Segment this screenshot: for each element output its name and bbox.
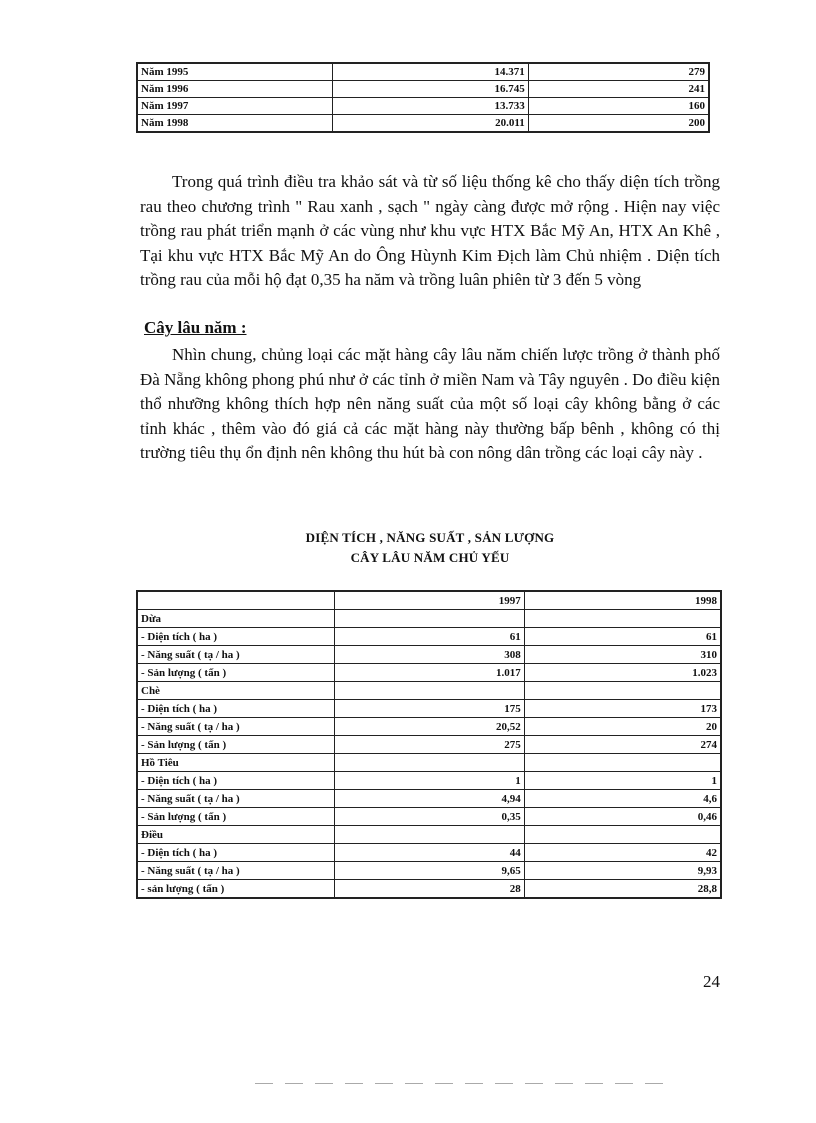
table-row [137,628,721,646]
table-row [137,98,709,115]
group-name: Điều [137,826,334,844]
value-1997: 44 [334,844,524,862]
row-value-area: 16.745 [332,81,528,98]
row-label: - Sản lượng ( tấn ) [137,808,334,826]
row-label: - Sản lượng ( tấn ) [137,664,334,682]
table-row [137,772,721,790]
group-row [137,754,721,772]
table-row [137,862,721,880]
paragraph-vegetables [140,170,720,293]
table-row [137,664,721,682]
row-label: - Diện tích ( ha ) [137,772,334,790]
value-1998: 310 [524,646,721,664]
row-value-count: 160 [528,98,709,115]
row-label: Năm 1995 [137,63,332,81]
row-value-count: 200 [528,115,709,133]
table-row [137,646,721,664]
value-1998: 28,8 [524,880,721,899]
row-label: - Sản lượng ( tấn ) [137,736,334,754]
value-1997: 0,35 [334,808,524,826]
row-label: - Năng suất ( tạ / ha ) [137,646,334,664]
value-1997: 61 [334,628,524,646]
paragraph-text: Trong quá trình điều tra khảo sát và từ số liệu thống kê cho thấy diện tích trồng rau theo chương trình " Rau xanh , sạch " ngày càng được mở rộng . Hiện nay việc trồng rau phát triển mạnh ở các vùng như khu vực HTX Bắc Mỹ An, HTX An Khê , Tại khu vực HTX Bắc Mỹ An do Ông Hùynh Kim Địch làm Chủ nhiệm . Diện tích trồng rau của mỗi hộ đạt 0,35 ha năm và trồng luân phiên từ 3 đến 5 vòng [140,172,720,290]
row-value-count: 241 [528,81,709,98]
table-row [137,808,721,826]
value-1997: 9,65 [334,862,524,880]
value-1998: 173 [524,700,721,718]
row-label: - Năng suất ( tạ / ha ) [137,862,334,880]
value-1998: 20 [524,718,721,736]
row-label: - Diện tích ( ha ) [137,700,334,718]
value-1998: 1 [524,772,721,790]
group-name: Chè [137,682,334,700]
value-1997: 20,52 [334,718,524,736]
table-row [137,700,721,718]
group-row [137,826,721,844]
value-1997: 175 [334,700,524,718]
row-label: - sản lượng ( tấn ) [137,880,334,899]
table-title-line-1: DIỆN TÍCH , NĂNG SUẤT , SẢN LƯỢNG [305,530,555,545]
value-1997: 308 [334,646,524,664]
value-1998: 9,93 [524,862,721,880]
table-row [137,736,721,754]
value-1997: 1 [334,772,524,790]
value-1997: 1.017 [334,664,524,682]
table-row [137,880,721,899]
header-label [137,591,334,610]
yearly-table [136,62,710,133]
row-value-area: 13.733 [332,98,528,115]
table-row [137,81,709,98]
group-row [137,610,721,628]
group-row [137,682,721,700]
header-1998: 1998 [524,591,721,610]
section-heading-perennial-crops: Cây lâu năm : [144,318,247,337]
table-row [137,844,721,862]
row-label: Năm 1998 [137,115,332,133]
value-1997: 28 [334,880,524,899]
table-row [137,115,709,133]
row-label: Năm 1997 [137,98,332,115]
page-number: 24 [703,972,720,991]
value-1998: 274 [524,736,721,754]
scan-artifact-line [255,1083,675,1084]
row-label: - Diện tích ( ha ) [137,628,334,646]
row-value-area: 14.371 [332,63,528,81]
header-1997: 1997 [334,591,524,610]
table-title-line-2: CÂY LÂU NĂM CHỦ YẾU [350,550,510,565]
row-label: - Năng suất ( tạ / ha ) [137,790,334,808]
table-row [137,63,709,81]
paragraph-text: Nhìn chung, chủng loại các mặt hàng cây lâu năm chiến lược trồng ở thành phố Đà Nẵng không phong phú như ở các tỉnh ở miền Nam và Tây nguyên . Do điều kiện thổ nhưỡng không thích hợp nên năng suất của một số loại cây không bằng ở các tỉnh khác , thêm vào đó giá cả các mặt hàng này thường bấp bênh , không có thị trường tiêu thụ ổn định nên không thu hút bà con nông dân trồng các loại cây này . [140,345,720,463]
value-1998: 0,46 [524,808,721,826]
perennial-crops-table [136,590,722,899]
value-1998: 42 [524,844,721,862]
table-header-row [137,591,721,610]
value-1997: 4,94 [334,790,524,808]
value-1998: 1.023 [524,664,721,682]
value-1998: 4,6 [524,790,721,808]
row-label: Năm 1996 [137,81,332,98]
value-1997: 275 [334,736,524,754]
value-1998: 61 [524,628,721,646]
row-label: - Năng suất ( tạ / ha ) [137,718,334,736]
paragraph-perennial [140,343,720,466]
row-value-count: 279 [528,63,709,81]
table-row [137,718,721,736]
row-value-area: 20.011 [332,115,528,133]
table-row [137,790,721,808]
row-label: - Diện tích ( ha ) [137,844,334,862]
group-name: Dừa [137,610,334,628]
group-name: Hồ Tiêu [137,754,334,772]
